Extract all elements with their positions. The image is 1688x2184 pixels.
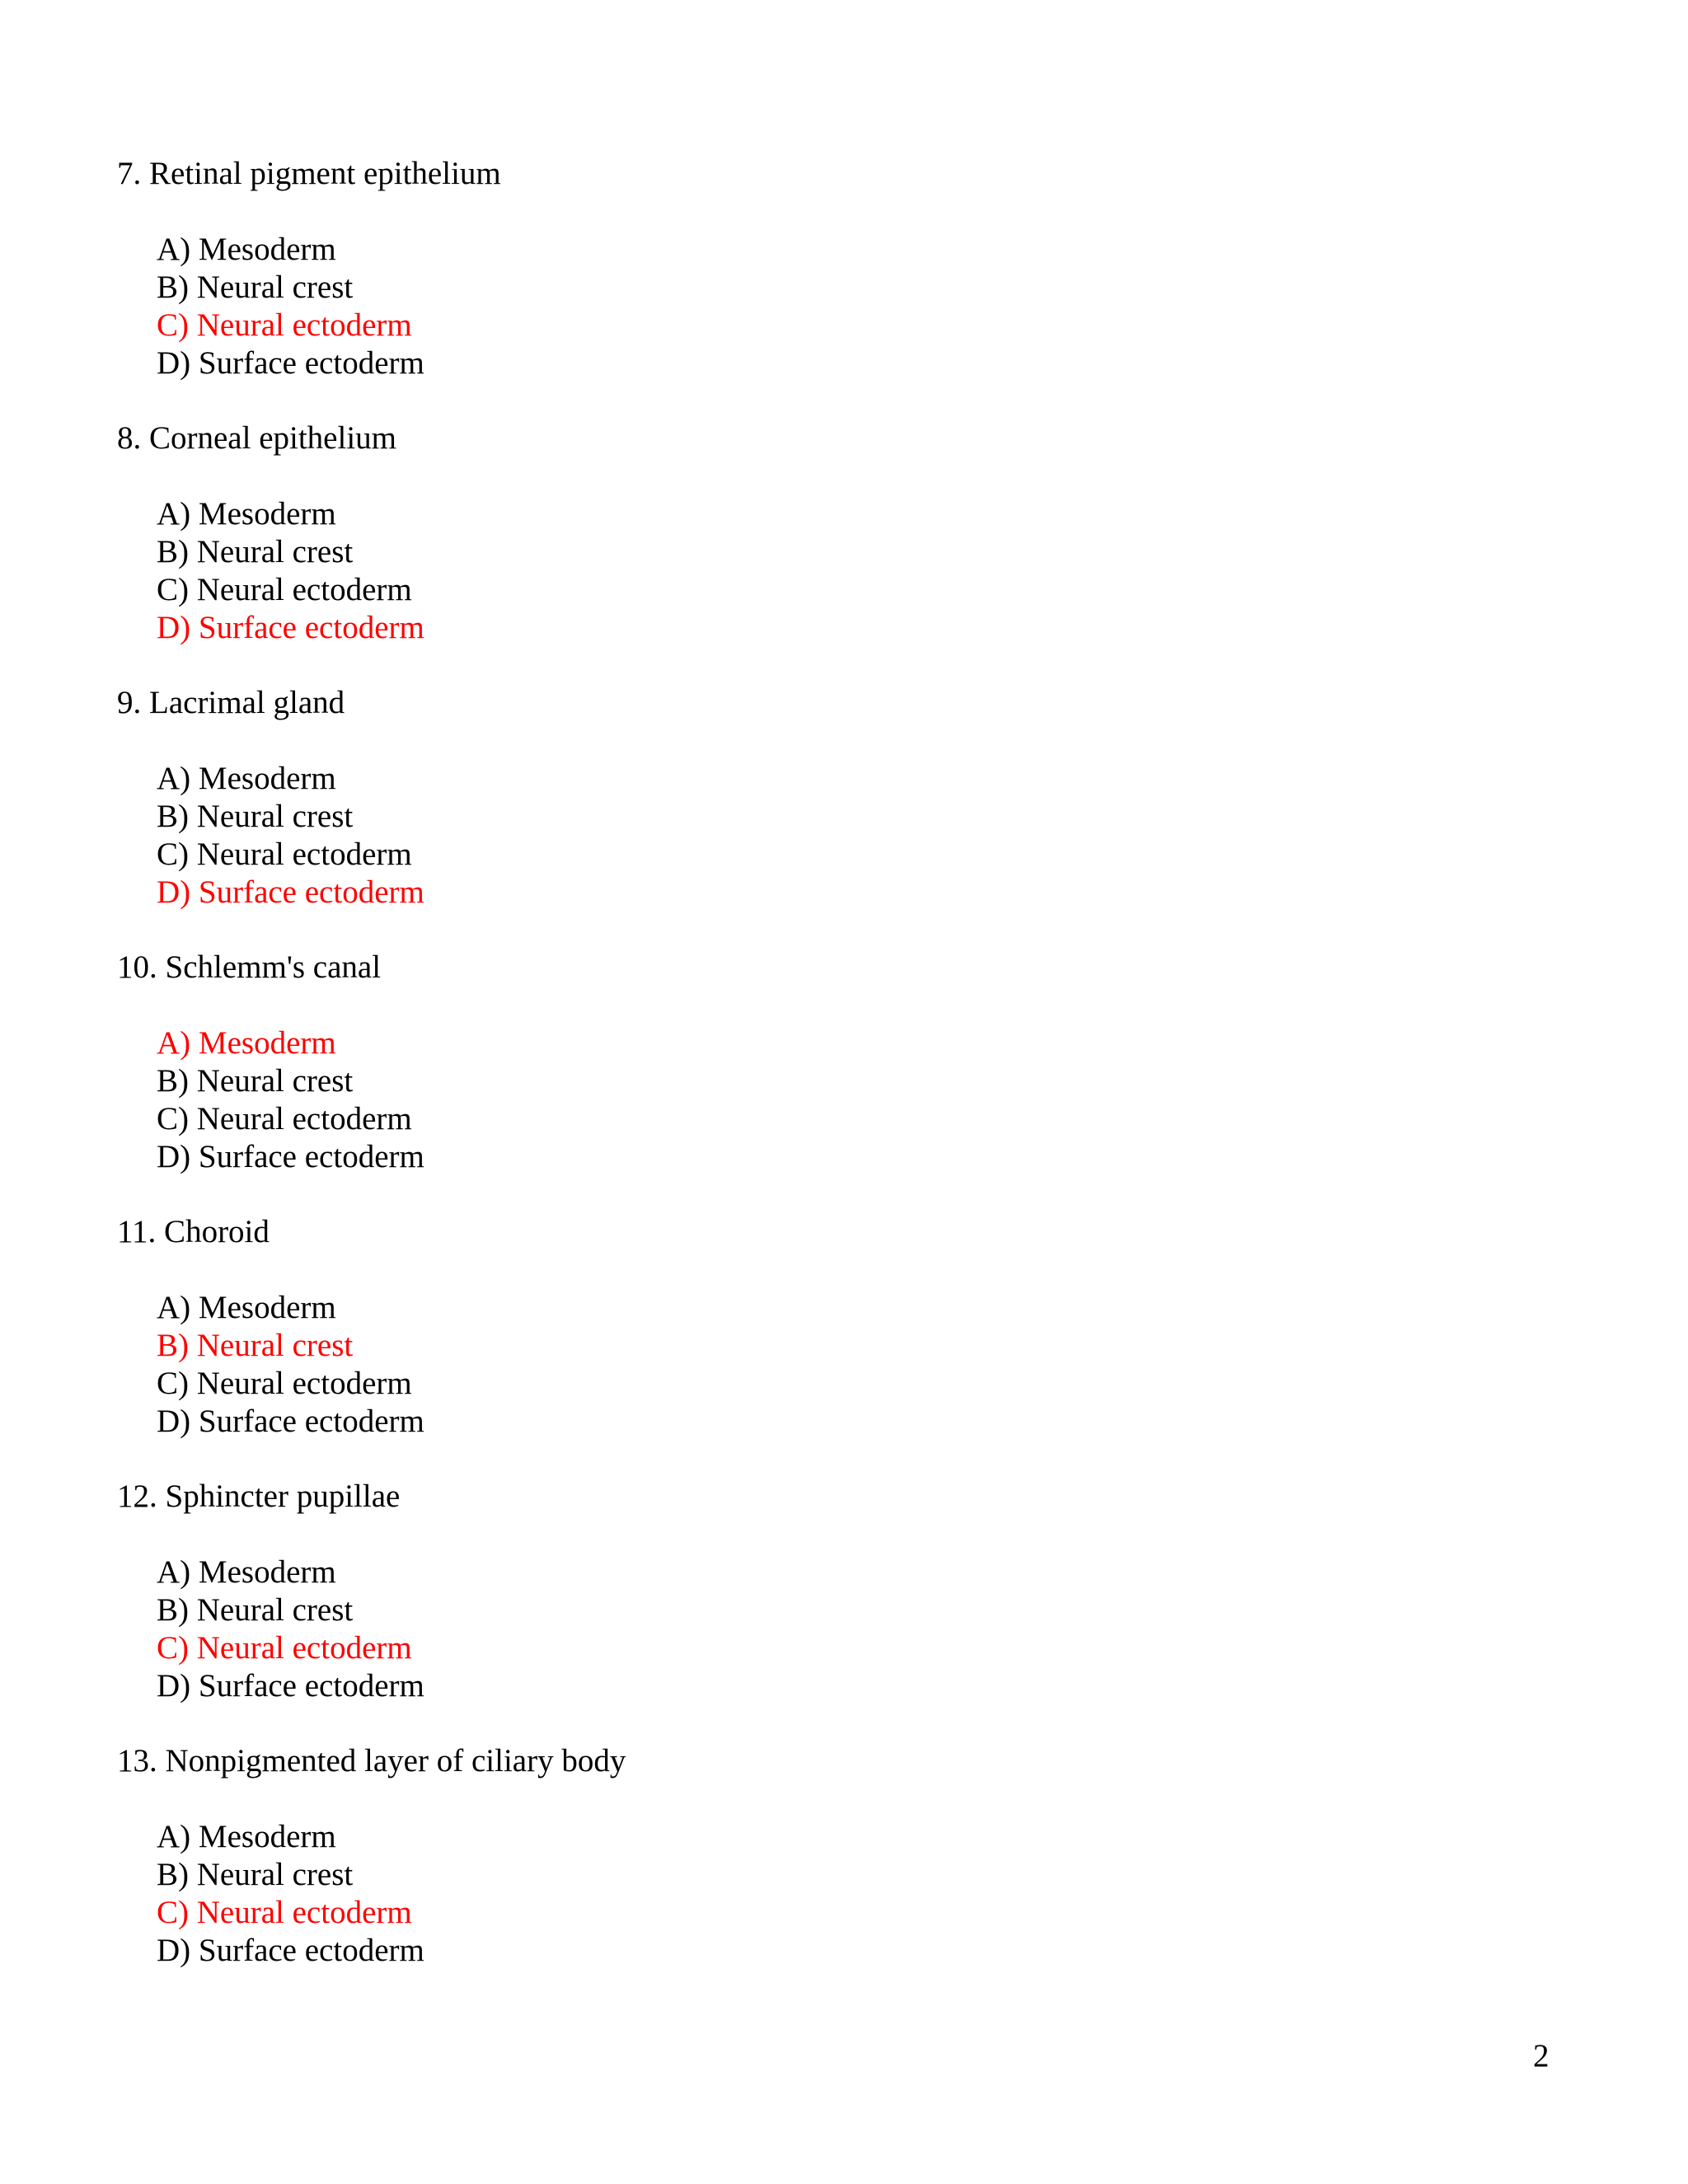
question-7: [117, 155, 1518, 382]
option-c-correct: C) Neural ectoderm: [157, 1630, 412, 1666]
option-b: B) Neural crest: [157, 1857, 354, 1892]
option-a: A) Mesoderm: [157, 761, 336, 796]
answer-options: [157, 760, 1518, 912]
option-c-correct: C) Neural ectoderm: [157, 307, 412, 343]
option-b: B) Neural crest: [157, 1592, 354, 1628]
option-c: C) Neural ectoderm: [157, 1101, 412, 1137]
option-a: A) Mesoderm: [157, 1290, 336, 1325]
option-a: A) Mesoderm: [157, 496, 336, 532]
question-8: [117, 419, 1518, 647]
question-title: 10. Schlemm's canal: [117, 949, 382, 985]
option-c: C) Neural ectoderm: [157, 1366, 412, 1401]
option-b: B) Neural crest: [157, 534, 354, 569]
question-title: 11. Choroid: [117, 1214, 270, 1249]
option-d: D) Surface ectoderm: [157, 1933, 424, 1968]
page-number: 2: [1533, 2038, 1550, 2074]
option-b: B) Neural crest: [157, 1063, 354, 1099]
option-b: B) Neural crest: [157, 799, 354, 834]
answer-options: [157, 1818, 1518, 1970]
option-a-correct: A) Mesoderm: [157, 1025, 336, 1061]
option-c: C) Neural ectoderm: [157, 572, 412, 607]
question-12: [117, 1478, 1518, 1705]
answer-options: [157, 1554, 1518, 1705]
question-11: [117, 1213, 1518, 1441]
option-a: A) Mesoderm: [157, 1554, 336, 1590]
question-13: [117, 1742, 1518, 1970]
option-c-correct: C) Neural ectoderm: [157, 1895, 412, 1930]
answer-options: [157, 1289, 1518, 1441]
option-d-correct: D) Surface ectoderm: [157, 610, 424, 645]
option-d: D) Surface ectoderm: [157, 345, 424, 381]
question-title: 13. Nonpigmented layer of ciliary body: [117, 1743, 626, 1779]
answer-options: [157, 495, 1518, 647]
question-title: 12. Sphincter pupillae: [117, 1479, 401, 1514]
option-b-correct: B) Neural crest: [157, 1328, 354, 1363]
option-d: D) Surface ectoderm: [157, 1404, 424, 1439]
option-d: D) Surface ectoderm: [157, 1668, 424, 1704]
option-b: B) Neural crest: [157, 269, 354, 305]
answer-options: [157, 231, 1518, 382]
question-title: 8. Corneal epithelium: [117, 420, 397, 456]
option-a: A) Mesoderm: [157, 232, 336, 267]
question-title: 7. Retinal pigment epithelium: [117, 156, 501, 191]
question-10: [117, 949, 1518, 1176]
option-a: A) Mesoderm: [157, 1819, 336, 1854]
option-d: D) Surface ectoderm: [157, 1139, 424, 1174]
option-c: C) Neural ectoderm: [157, 837, 412, 872]
option-d-correct: D) Surface ectoderm: [157, 874, 424, 910]
question-title: 9. Lacrimal gland: [117, 685, 345, 720]
question-9: [117, 684, 1518, 912]
answer-options: [157, 1024, 1518, 1176]
